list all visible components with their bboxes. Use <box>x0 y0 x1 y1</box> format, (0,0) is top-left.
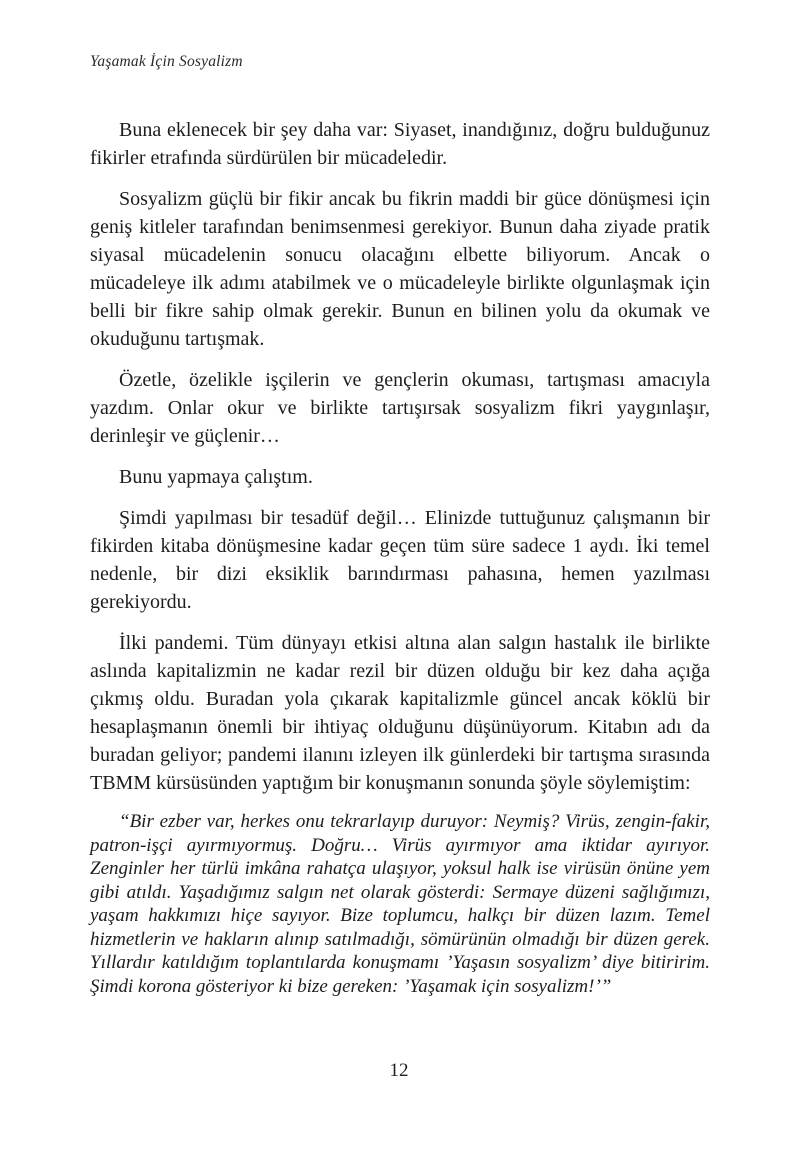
body-paragraph-1: Buna eklenecek bir şey daha var: Siyaset, inandığınız, doğru bulduğunuz fikirler etrafında sürdürülen bir mücadeledir. <box>90 119 710 169</box>
running-header: Yaşamak İçin Sosyalizm <box>90 53 243 70</box>
quote-paragraph: “Bir ezber var, herkes onu tekrarlayıp duruyor: Neymiş? Virüs, zengin-fakir, patron-işçi ayırmıyormuş. Doğru… Virüs ayırmıyor ama iktidar ayırıyor. Zenginler her türlü imkâna rahatça ulaşıyor, yoksul halk ise virüsün önüne yem gibi atıldı. Yaşadığımız salgın net olarak gösterdi: Sermaye düzeni sağlığımızı, yaşam hakkımızı hiçe sayıyor. Bize toplumcu, halkçı bir düzen lazım. Temel hizmetlerin ve hakların alınıp satılmadığı, sömürünün olmadığı bir düzen gerek. Yıllardır katıldığım toplantılarda konuşmamı ’Yaşasın sosyalizm’ diye bitiririm. Şimdi korona gösteriyor ki bize gereken: ’Yaşamak için sosyalizm!’” <box>90 811 710 997</box>
body-paragraph-4: Bunu yapmaya çalıştım. <box>119 466 313 488</box>
body-paragraph-6: İlki pandemi. Tüm dünyayı etkisi altına alan salgın hastalık ile birlikte aslında kapitalizmin ne kadar rezil bir düzen olduğu bir kez daha açığa çıkmış oldu. Buradan yola çıkarak kapitalizmle güncel ancak köklü bir hesaplaşmanın önemli bir ihtiyaç olduğunu düşünüyorum. Kitabın adı da buradan geliyor; pandemi ilanını izleyen ilk günlerdeki bir tartışma sırasında TBMM kürsüsünden yaptığım bir konuşmanın sonunda şöyle söylemiştim: <box>90 632 710 794</box>
page-number: 12 <box>389 1060 409 1081</box>
body-paragraph-2: Sosyalizm güçlü bir fikir ancak bu fikrin maddi bir güce dönüşmesi için geniş kitleler tarafından benimsenmesi gerekiyor. Bunun daha ziyade pratik siyasal mücadelenin sonucu olacağını elbette biliyorum. Ancak o mücadeleye ilk adımı atabilmek ve o mücadeleyle birlikte olgunlaşmak için belli bir fikre sahip olmak gerekir. Bunun en bilinen yolu da okumak ve okuduğunu tartışmak. <box>90 188 710 350</box>
body-paragraph-5: Şimdi yapılması bir tesadüf değil… Elinizde tuttuğunuz çalışmanın bir fikirden kitaba dönüşmesine kadar geçen tüm süre sadece 1 aydı. İki temel nedenle, bir dizi eksiklik barındırması pahasına, hemen yazılması gerekiyordu. <box>90 507 710 613</box>
body-paragraph-3: Özetle, özelikle işçilerin ve gençlerin okuması, tartışması amacıyla yazdım. Onlar okur ve birlikte tartışırsak sosyalizm fikri yaygınlaşır, derinleşir ve güçlenir… <box>90 369 710 447</box>
body-text-block <box>90 116 710 998</box>
